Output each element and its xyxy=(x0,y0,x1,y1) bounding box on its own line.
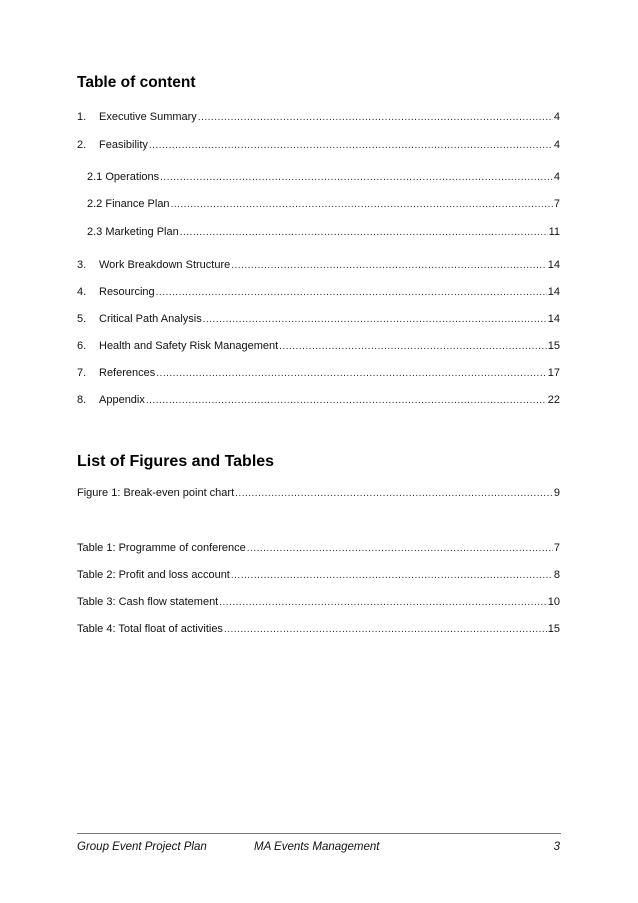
table-entry[interactable] xyxy=(77,595,560,609)
toc-entry-number: 6. xyxy=(77,340,87,352)
toc-entry-resourcing[interactable] xyxy=(77,285,560,299)
figures-heading: List of Figures and Tables xyxy=(77,453,275,470)
leader-dots xyxy=(156,367,546,381)
toc-entry-page: 4 xyxy=(553,171,560,183)
table-entry-page: 15 xyxy=(547,623,560,635)
toc-entry-marketing-plan[interactable] xyxy=(87,225,560,239)
figure-entry[interactable] xyxy=(77,486,560,500)
toc-heading: Table of content xyxy=(77,74,196,91)
leader-dots xyxy=(146,394,547,408)
toc-entry-label: Resourcing xyxy=(99,286,155,298)
toc-entry-label: 2.3 Marketing Plan xyxy=(87,226,179,238)
toc-entry-label: Executive Summary xyxy=(99,111,197,123)
table-entry-page: 10 xyxy=(547,596,560,608)
toc-entry-page: 14 xyxy=(547,286,560,298)
toc-entry-page: 4 xyxy=(553,139,560,151)
toc-entry-appendix[interactable] xyxy=(77,393,560,407)
leader-dots xyxy=(231,569,553,583)
toc-entry-operations[interactable] xyxy=(87,170,560,184)
toc-entry-page: 22 xyxy=(547,394,560,406)
toc-entry-label: References xyxy=(99,367,156,379)
table-entry[interactable] xyxy=(77,541,560,555)
toc-entry-label: 2.2 Finance Plan xyxy=(87,198,170,210)
leader-dots xyxy=(180,226,548,240)
table-entry-label: Table 4: Total float of activities xyxy=(77,623,223,635)
footer-organization: MA Events Management xyxy=(254,841,380,853)
toc-entry-page: 17 xyxy=(547,367,560,379)
toc-entry-label: Appendix xyxy=(99,394,145,406)
figure-entry-page: 9 xyxy=(553,487,560,499)
toc-entry-number: 7. xyxy=(77,367,87,379)
leader-dots xyxy=(235,487,553,501)
toc-entry-label: Health and Safety Risk Management xyxy=(99,340,279,352)
toc-entry-number: 2. xyxy=(77,139,87,151)
leader-dots xyxy=(149,139,553,153)
toc-entry-label: Feasibility xyxy=(99,139,148,151)
footer-document-title: Group Event Project Plan xyxy=(77,841,207,853)
table-entry[interactable] xyxy=(77,568,560,582)
toc-entry-label: Critical Path Analysis xyxy=(99,313,202,325)
footer-divider xyxy=(77,833,561,834)
table-entry-page: 7 xyxy=(553,542,560,554)
toc-entry-number: 8. xyxy=(77,394,87,406)
leader-dots xyxy=(160,171,553,185)
leader-dots xyxy=(279,340,547,354)
toc-entry-critical-path-analysis[interactable] xyxy=(77,312,560,326)
leader-dots xyxy=(171,198,553,212)
toc-entry-health-and-safety[interactable] xyxy=(77,339,560,353)
toc-entry-finance-plan[interactable] xyxy=(87,197,560,211)
toc-entry-page: 14 xyxy=(547,313,560,325)
toc-entry-page: 15 xyxy=(547,340,560,352)
toc-entry-label: 2.1 Operations xyxy=(87,171,160,183)
figure-entry-label: Figure 1: Break-even point chart xyxy=(77,487,235,499)
toc-entry-page: 11 xyxy=(548,226,560,238)
toc-entry-executive-summary[interactable] xyxy=(77,110,560,124)
toc-entry-feasibility[interactable] xyxy=(77,138,560,152)
toc-entry-number: 3. xyxy=(77,259,87,271)
toc-entry-references[interactable] xyxy=(77,366,560,380)
toc-entry-number: 1. xyxy=(77,111,87,123)
leader-dots xyxy=(156,286,547,300)
table-entry-page: 8 xyxy=(553,569,560,581)
leader-dots xyxy=(224,623,547,637)
leader-dots xyxy=(231,259,547,273)
footer-page-number: 3 xyxy=(553,841,560,853)
toc-entry-number: 4. xyxy=(77,286,87,298)
leader-dots xyxy=(198,111,553,125)
table-entry[interactable] xyxy=(77,622,560,636)
toc-entry-number: 5. xyxy=(77,313,87,325)
toc-entry-label: Work Breakdown Structure xyxy=(99,259,231,271)
toc-entry-page: 4 xyxy=(553,111,560,123)
leader-dots xyxy=(203,313,547,327)
leader-dots xyxy=(247,542,553,556)
table-entry-label: Table 3: Cash flow statement xyxy=(77,596,219,608)
toc-entry-page: 14 xyxy=(547,259,560,271)
leader-dots xyxy=(219,596,547,610)
table-entry-label: Table 1: Programme of conference xyxy=(77,542,246,554)
table-entry-label: Table 2: Profit and loss account xyxy=(77,569,230,581)
toc-entry-page: 7 xyxy=(553,198,560,210)
toc-entry-work-breakdown-structure[interactable] xyxy=(77,258,560,272)
